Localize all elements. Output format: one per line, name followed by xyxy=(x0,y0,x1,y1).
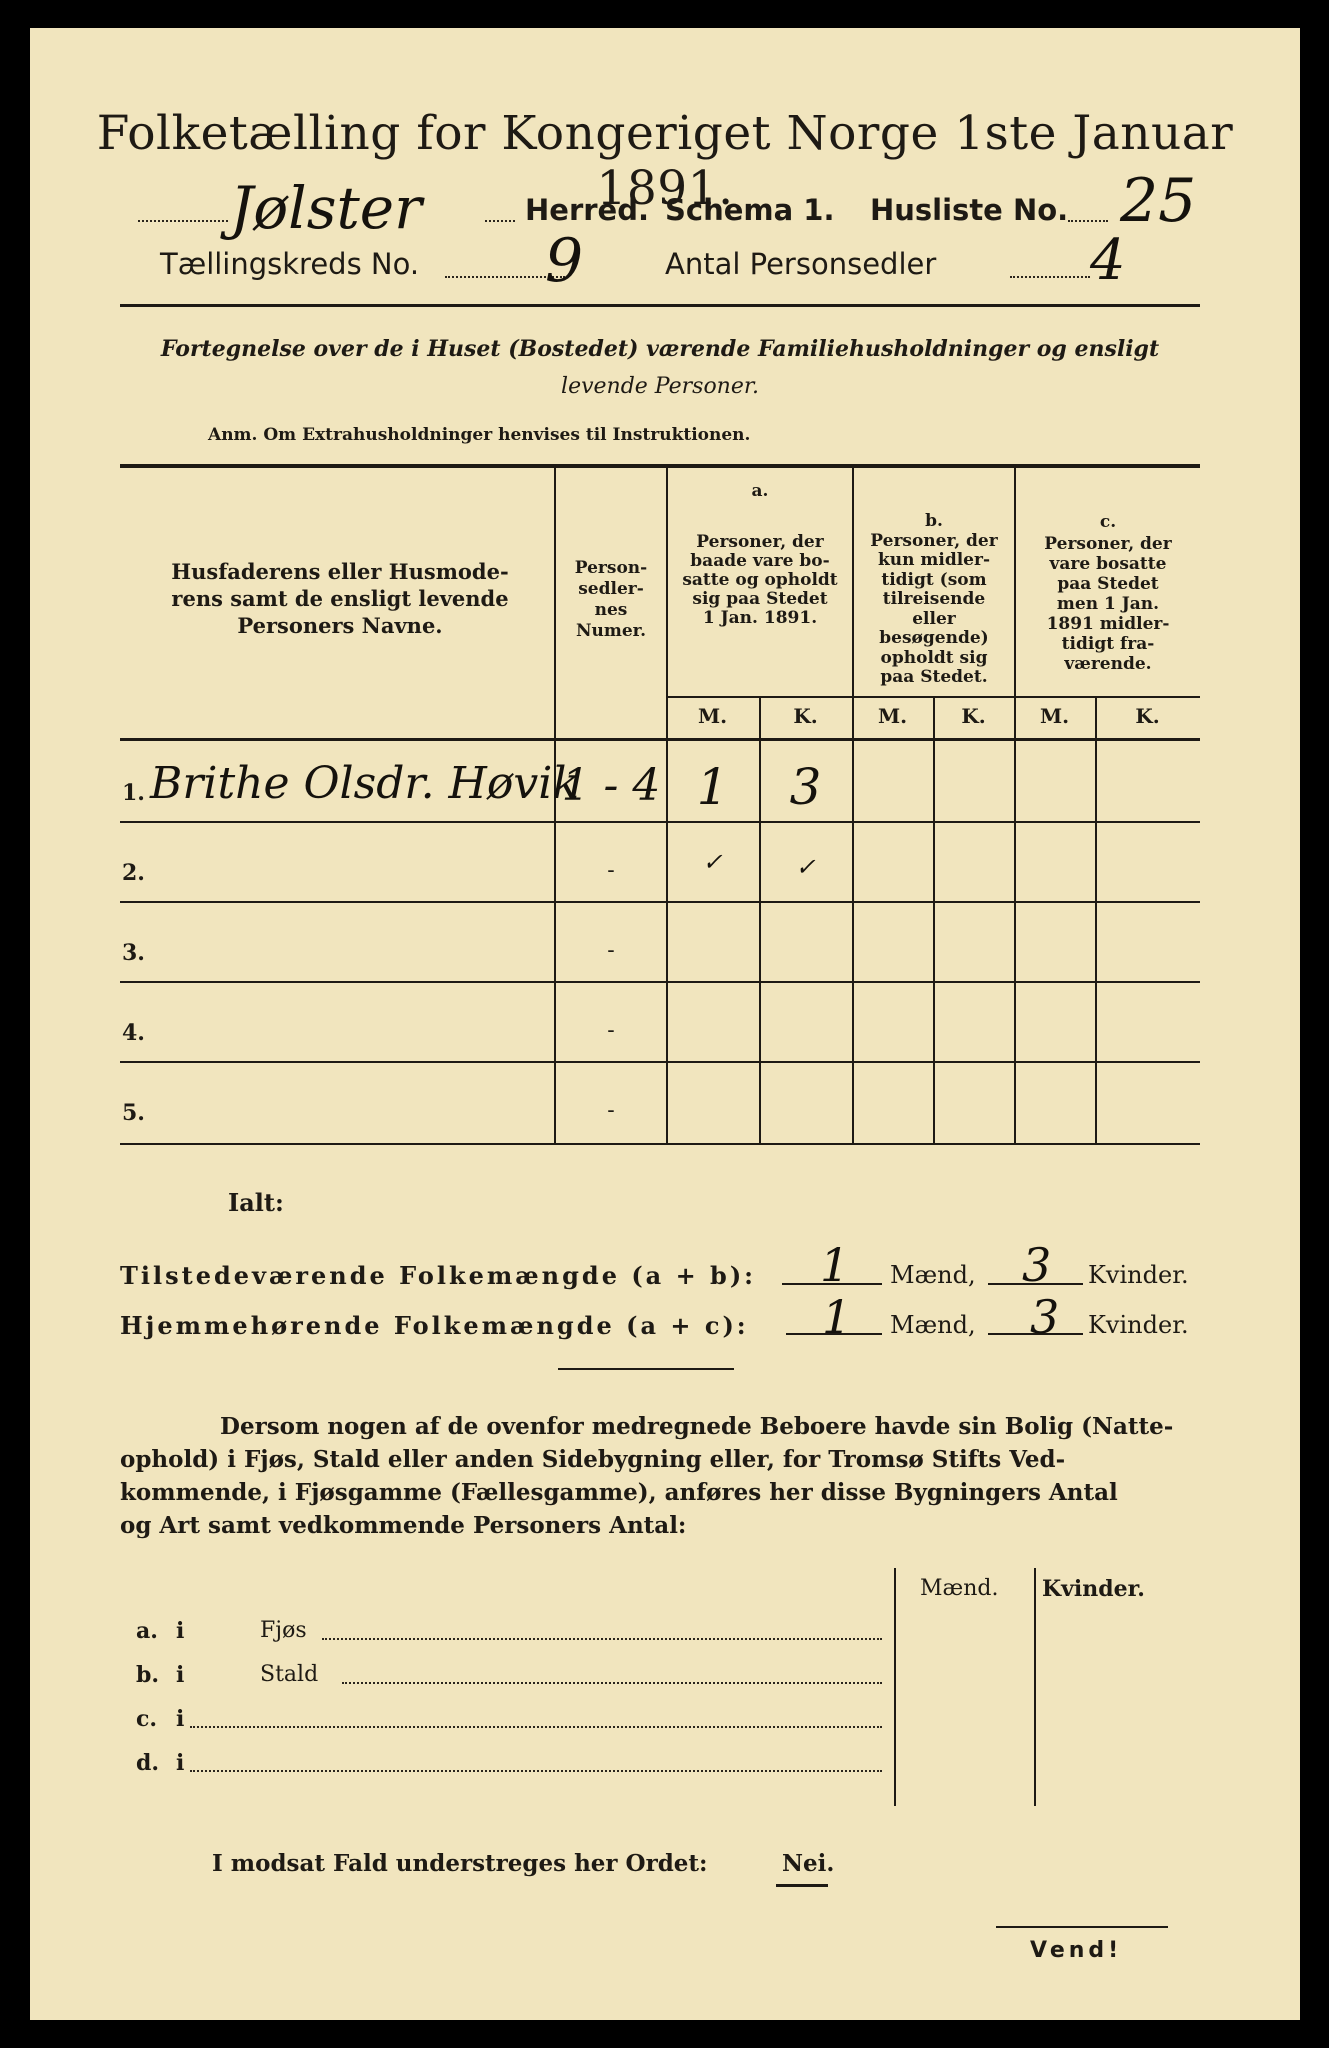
col-c-line-2: vare bosatte xyxy=(1049,554,1167,574)
col-c-line-5: 1891 midler- xyxy=(1046,614,1170,634)
antal-dotline xyxy=(1010,276,1090,278)
bldg-vline-2 xyxy=(1034,1568,1036,1806)
bldg-b-dots xyxy=(342,1682,882,1684)
col-a-line-2: baade vare bo- xyxy=(690,551,830,571)
row-1-num: 1. xyxy=(122,780,145,806)
col-num-line-3: nes xyxy=(594,600,628,620)
herred-dotline-2 xyxy=(485,220,515,222)
col-a-line-3: satte og opholdt xyxy=(682,570,838,590)
col-num-header xyxy=(556,558,666,642)
c-m-label: M. xyxy=(1039,704,1070,728)
kreds-value: 9 xyxy=(545,226,584,296)
antal-value: 4 xyxy=(1090,228,1126,293)
buildings-paragraph xyxy=(120,1410,1200,1542)
vend-rule xyxy=(996,1926,1168,1928)
col-num-line-4: Numer. xyxy=(575,621,647,641)
col-b-line-1: Personer, der xyxy=(870,530,998,551)
intro-line-1: Fortegnelse over de i Huset (Bostedet) værende Familiehusholdninger og ensligt xyxy=(160,336,1160,362)
col-name-header xyxy=(130,558,550,639)
hjemme-m-value: 1 xyxy=(822,1290,852,1344)
para-line-3: kommende, i Fjøsgamme (Fællesgamme), anføres her disse Bygningers Antal xyxy=(120,1479,1118,1506)
col-a-line-4: sig paa Stedet xyxy=(692,589,828,609)
intro-line-2: levende Personer. xyxy=(561,374,759,399)
tilstede-maend: Mænd, xyxy=(890,1261,976,1289)
col-b-header xyxy=(854,512,1014,688)
census-form xyxy=(30,28,1300,2020)
col-c-line-6: tidigt fra- xyxy=(1061,634,1155,654)
herred-dotline xyxy=(138,220,228,222)
row-1-a-k: 3 xyxy=(789,758,822,816)
col-num-line-2: sedler- xyxy=(578,579,644,599)
bldg-b-letter: b. xyxy=(136,1662,160,1688)
bldg-b-prep: i xyxy=(176,1662,185,1688)
table-top-rule xyxy=(120,464,1200,468)
row-1-sedler: 1 - 4 xyxy=(561,760,661,811)
col-b-line-2: kun midler- xyxy=(877,550,991,570)
col-b-line-3: tidigt (som xyxy=(881,569,987,590)
row-sep-1 xyxy=(120,821,1200,823)
col-a-header xyxy=(668,482,852,628)
a-k-label: K. xyxy=(793,704,818,728)
col-c-header xyxy=(1016,512,1200,674)
bldg-c-prep: i xyxy=(176,1706,185,1732)
nei-word: Nei. xyxy=(782,1850,835,1877)
a-m-label: M. xyxy=(697,704,728,728)
hjemme-maend: Mænd, xyxy=(890,1311,976,1339)
modsat-text: I modsat Fald understreges her Ordet: xyxy=(212,1850,708,1877)
para-line-4: og Art samt vedkommende Personers Antal: xyxy=(120,1512,687,1539)
col-b-line-6: besøgende) xyxy=(879,628,989,648)
kreds-label: Tællingskreds No. xyxy=(160,247,420,281)
row-sep-2 xyxy=(120,901,1200,903)
col-a-letter: a. xyxy=(751,481,769,501)
header-rule xyxy=(120,304,1200,307)
col-b-line-7: opholdt sig xyxy=(880,647,988,668)
hjemme-label: Hjemmehørende Folkemængde (a + c): xyxy=(120,1311,749,1340)
bldg-d-letter: d. xyxy=(136,1750,160,1776)
b-m-label: M. xyxy=(877,704,908,728)
c-k-label: K. xyxy=(1135,704,1160,728)
bldg-a-prep: i xyxy=(176,1618,185,1644)
husliste-label: Husliste No. xyxy=(870,193,1069,227)
col-b-line-5: eller xyxy=(912,608,956,629)
col-b-line-8: paa Stedet. xyxy=(880,667,988,687)
row-3-sedler: - xyxy=(607,938,615,963)
bldg-vline-1 xyxy=(894,1568,896,1806)
herred-value: Jølster xyxy=(230,174,422,242)
hjemme-k-value: 3 xyxy=(1030,1290,1060,1344)
row-5-num: 5. xyxy=(122,1100,145,1126)
vline-c-mid xyxy=(1095,696,1097,1145)
b-k-label: K. xyxy=(961,704,986,728)
row-2-a-m: ✓ xyxy=(702,848,723,876)
col-name-line-1: Husfaderens eller Husmode- xyxy=(171,559,509,584)
row-2-sedler: - xyxy=(607,858,615,883)
bldg-c-letter: c. xyxy=(136,1706,158,1732)
bldg-a-letter: a. xyxy=(136,1618,158,1644)
col-name-line-2: rens samt de ensligt levende xyxy=(171,586,509,611)
bldg-b-label: Stald xyxy=(260,1662,319,1687)
bldg-d-prep: i xyxy=(176,1750,185,1776)
col-b-line-4: tilreisende xyxy=(882,589,986,609)
separator-short xyxy=(558,1368,734,1370)
row-3-num: 3. xyxy=(122,940,145,966)
row-1-a-m: 1 xyxy=(696,758,729,816)
schema-label: Schema 1. xyxy=(665,193,835,227)
col-name-line-3: Personers Navne. xyxy=(237,613,443,638)
row-sep-4 xyxy=(120,1061,1200,1063)
bldg-a-dots xyxy=(322,1638,882,1640)
row-5-sedler: - xyxy=(607,1098,615,1123)
tilstede-kvinder: Kvinder. xyxy=(1088,1261,1189,1289)
row-4-num: 4. xyxy=(122,1020,145,1046)
para-line-1: Dersom nogen af de ovenfor medregnede Beboere havde sin Bolig (Natte- xyxy=(220,1413,1174,1440)
col-c-line-1: Personer, der xyxy=(1044,534,1172,554)
col-b-letter: b. xyxy=(925,511,943,531)
col-num-line-1: Person- xyxy=(574,558,648,578)
row-sep-3 xyxy=(120,981,1200,983)
bldg-a-label: Fjøs xyxy=(260,1618,307,1643)
col-c-line-7: værende. xyxy=(1064,654,1152,674)
tilstede-m-value: 1 xyxy=(820,1238,850,1292)
row-1-name: Brithe Olsdr. Høvik xyxy=(150,758,579,809)
ialt-label: Ialt: xyxy=(228,1188,284,1217)
row-4-sedler: - xyxy=(607,1018,615,1043)
para-line-2: ophold) i Fjøs, Stald eller anden Sidebygning eller, for Tromsø Stifts Ved- xyxy=(120,1446,1066,1473)
bldg-kvinder-head: Kvinder. xyxy=(1042,1576,1145,1602)
col-c-line-3: paa Stedet xyxy=(1057,574,1159,594)
husliste-value: 25 xyxy=(1120,166,1197,236)
vline-b-mid xyxy=(933,696,935,1145)
table-bottom-rule xyxy=(120,1143,1200,1145)
col-c-letter: c. xyxy=(1099,512,1117,532)
col-c-line-4: men 1 Jan. xyxy=(1056,594,1160,614)
antal-label: Antal Personsedler xyxy=(665,247,937,281)
vend-text: Vend! xyxy=(1030,1938,1123,1963)
tilstede-label: Tilstedeværende Folkemængde (a + b): xyxy=(120,1261,757,1290)
bldg-c-dots xyxy=(190,1726,882,1728)
tilstede-k-value: 3 xyxy=(1022,1238,1052,1292)
form-title: Folketælling for Kongeriget Norge 1ste Januar 1891. xyxy=(96,106,1234,216)
row-2-num: 2. xyxy=(122,860,145,886)
col-a-line-1: Personer, der xyxy=(696,532,824,552)
bldg-maend-head: Mænd. xyxy=(920,1576,999,1601)
table-head-bottom-rule xyxy=(120,738,1200,741)
hjemme-kvinder: Kvinder. xyxy=(1088,1311,1189,1339)
husliste-dotline xyxy=(1068,220,1108,222)
nei-underline xyxy=(776,1884,828,1887)
herred-label: Herred. xyxy=(525,193,649,227)
row-2-a-k: ✓ xyxy=(795,853,816,881)
bldg-d-dots xyxy=(190,1770,882,1772)
anm-note: Anm. Om Extrahusholdninger henvises til Instruktionen. xyxy=(208,425,751,445)
col-a-line-5: 1 Jan. 1891. xyxy=(702,608,818,628)
